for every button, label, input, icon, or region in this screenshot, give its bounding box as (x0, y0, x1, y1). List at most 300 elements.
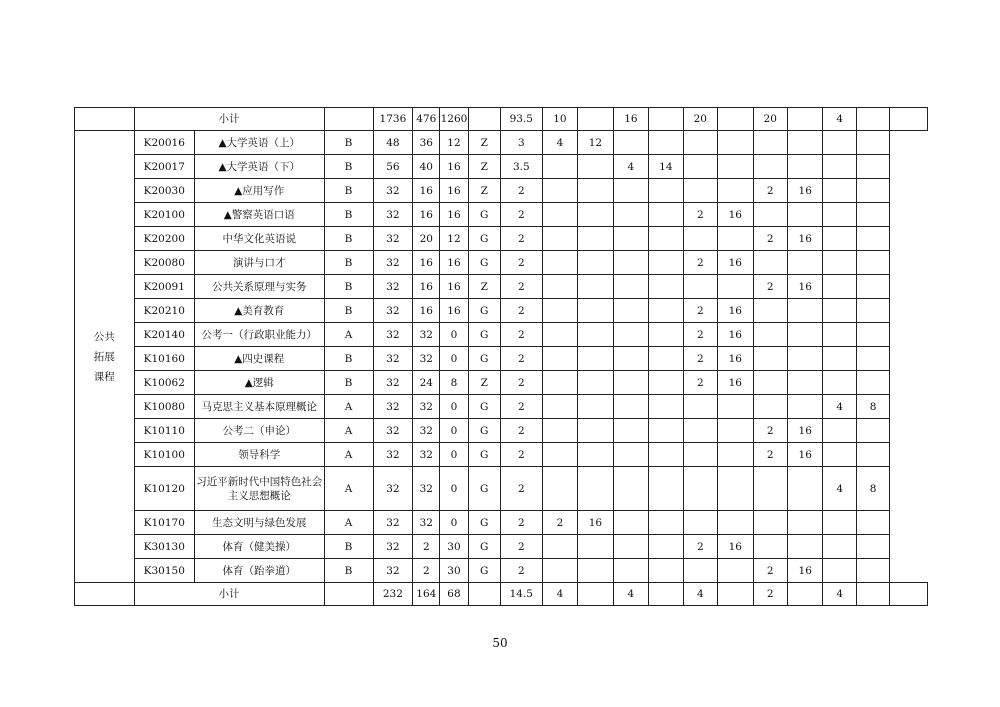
practice-hours: 0 (440, 347, 468, 371)
practice-hours: 0 (440, 511, 468, 535)
semester-value (578, 251, 613, 275)
course-type: B (324, 371, 373, 395)
semester-value (787, 395, 822, 419)
practice-hours: 0 (440, 443, 468, 467)
credits: 2 (500, 443, 542, 467)
credits: 2 (500, 395, 542, 419)
subtotal-value (649, 108, 683, 131)
semester-value (823, 251, 856, 275)
course-name: 演讲与口才 (195, 251, 324, 275)
table-row (75, 323, 928, 347)
credits: 2 (500, 275, 542, 299)
subtotal-value: 4 (823, 108, 856, 131)
semester-value: 2 (542, 511, 577, 535)
course-name: ▲应用写作 (195, 179, 324, 203)
theory-hours: 16 (413, 275, 440, 299)
credits: 3 (500, 131, 542, 155)
semester-value (683, 179, 717, 203)
practice-hours: 30 (440, 559, 468, 583)
subtotal-value: 20 (683, 108, 717, 131)
semester-value (718, 395, 753, 419)
table-row (75, 443, 928, 467)
total-hours: 32 (373, 275, 413, 299)
credits: 2 (500, 419, 542, 443)
course-name: ▲逻辑 (195, 371, 324, 395)
semester-value (649, 511, 683, 535)
semester-value (787, 323, 822, 347)
semester-value (683, 419, 717, 443)
semester-value (856, 323, 889, 347)
theory-hours: 32 (413, 443, 440, 467)
table-row (75, 203, 928, 227)
subtotal-value: 10 (542, 108, 577, 131)
subtotal-value (856, 108, 889, 131)
course-type: B (324, 227, 373, 251)
exam-type: Z (468, 179, 500, 203)
semester-value (718, 419, 753, 443)
subtotal-value (468, 108, 500, 131)
subtotal-value: 4 (683, 583, 717, 606)
total-hours: 32 (373, 323, 413, 347)
semester-value (856, 227, 889, 251)
semester-value (649, 395, 683, 419)
semester-value (578, 155, 613, 179)
semester-value (683, 467, 717, 511)
semester-value (613, 371, 648, 395)
semester-value: 16 (718, 535, 753, 559)
exam-type: G (468, 227, 500, 251)
subtotal-value: 4 (613, 583, 648, 606)
semester-value (787, 131, 822, 155)
semester-value (649, 535, 683, 559)
course-type: B (324, 179, 373, 203)
exam-type: G (468, 443, 500, 467)
semester-value (683, 155, 717, 179)
course-code: K20140 (134, 323, 195, 347)
total-hours: 32 (373, 419, 413, 443)
semester-value (542, 467, 577, 511)
semester-value: 16 (787, 227, 822, 251)
semester-value (856, 275, 889, 299)
semester-value (856, 419, 889, 443)
semester-value (542, 371, 577, 395)
exam-type: G (468, 559, 500, 583)
semester-value (718, 155, 753, 179)
semester-value (683, 511, 717, 535)
theory-hours: 40 (413, 155, 440, 179)
semester-value (718, 227, 753, 251)
practice-hours: 16 (440, 251, 468, 275)
top-subtotal-row (75, 108, 928, 131)
semester-value (823, 535, 856, 559)
theory-hours: 2 (413, 535, 440, 559)
course-type: B (324, 535, 373, 559)
semester-value (613, 443, 648, 467)
practice-hours: 8 (440, 371, 468, 395)
semester-value (578, 275, 613, 299)
course-type: A (324, 419, 373, 443)
total-hours: 32 (373, 443, 413, 467)
subtotal-value (718, 108, 753, 131)
course-type: A (324, 395, 373, 419)
subtotal-value: 476 (413, 108, 440, 131)
exam-type: G (468, 511, 500, 535)
assessment-cell-empty (324, 583, 373, 606)
semester-value (649, 179, 683, 203)
semester-value: 16 (787, 275, 822, 299)
semester-value: 16 (718, 371, 753, 395)
semester-value (787, 371, 822, 395)
course-code: K30130 (134, 535, 195, 559)
course-name: 公考二（申论） (195, 419, 324, 443)
semester-value: 2 (753, 419, 787, 443)
semester-value (578, 179, 613, 203)
semester-value (787, 347, 822, 371)
table-row (75, 131, 928, 155)
total-hours: 32 (373, 227, 413, 251)
semester-value (823, 275, 856, 299)
subtotal-value (890, 583, 928, 606)
semester-value (823, 347, 856, 371)
credits: 2 (500, 179, 542, 203)
category-label-line: 公共 (93, 330, 115, 343)
semester-value (613, 299, 648, 323)
theory-hours: 32 (413, 347, 440, 371)
semester-value: 12 (578, 131, 613, 155)
course-code: K10110 (134, 419, 195, 443)
semester-value (753, 131, 787, 155)
semester-value (578, 203, 613, 227)
course-type: B (324, 559, 373, 583)
semester-value (856, 131, 889, 155)
course-name: 领导科学 (195, 443, 324, 467)
semester-value (578, 467, 613, 511)
semester-value (683, 443, 717, 467)
semester-value (753, 155, 787, 179)
semester-value (542, 155, 577, 179)
course-type: B (324, 203, 373, 227)
semester-value (649, 467, 683, 511)
credits: 2 (500, 347, 542, 371)
semester-value: 2 (753, 275, 787, 299)
course-name: 生态文明与绿色发展 (195, 511, 324, 535)
table-row (75, 511, 928, 535)
course-name: 公考一（行政职业能力） (195, 323, 324, 347)
theory-hours: 24 (413, 371, 440, 395)
semester-value (856, 299, 889, 323)
credits: 2 (500, 371, 542, 395)
exam-type: Z (468, 275, 500, 299)
semester-value (823, 131, 856, 155)
total-hours: 32 (373, 251, 413, 275)
course-type: A (324, 511, 373, 535)
category-label-line: 课程 (93, 370, 115, 383)
subtotal-label: 小计 (134, 583, 324, 606)
semester-value (823, 203, 856, 227)
semester-value: 2 (683, 323, 717, 347)
semester-value (613, 467, 648, 511)
semester-value (649, 419, 683, 443)
semester-value: 16 (787, 179, 822, 203)
semester-value (856, 203, 889, 227)
semester-value (578, 443, 613, 467)
exam-type: G (468, 299, 500, 323)
credits: 2 (500, 227, 542, 251)
semester-value (753, 203, 787, 227)
semester-value: 16 (578, 511, 613, 535)
semester-value (542, 535, 577, 559)
semester-value: 2 (753, 179, 787, 203)
subtotal-value: 1736 (373, 108, 413, 131)
semester-value (613, 395, 648, 419)
semester-value (856, 179, 889, 203)
credits: 2 (500, 535, 542, 559)
theory-hours: 32 (413, 395, 440, 419)
semester-value (613, 323, 648, 347)
semester-value (613, 419, 648, 443)
semester-value (787, 535, 822, 559)
semester-value (718, 275, 753, 299)
semester-value (787, 467, 822, 511)
semester-value (753, 299, 787, 323)
practice-hours: 0 (440, 395, 468, 419)
total-hours: 32 (373, 535, 413, 559)
semester-value (787, 155, 822, 179)
semester-value (649, 347, 683, 371)
semester-value: 2 (683, 203, 717, 227)
subtotal-value (718, 583, 753, 606)
subtotal-value: 16 (613, 108, 648, 131)
semester-value: 2 (753, 559, 787, 583)
exam-type: G (468, 203, 500, 227)
subtotal-value: 4 (542, 583, 577, 606)
course-type: B (324, 155, 373, 179)
semester-value (753, 251, 787, 275)
table-row (75, 419, 928, 443)
category-cell (75, 131, 135, 583)
course-name: 公共关系原理与实务 (195, 275, 324, 299)
semester-value (613, 559, 648, 583)
credits: 2 (500, 299, 542, 323)
theory-hours: 16 (413, 179, 440, 203)
semester-value (542, 323, 577, 347)
semester-value (823, 371, 856, 395)
theory-hours: 36 (413, 131, 440, 155)
semester-value: 16 (718, 347, 753, 371)
semester-value (787, 299, 822, 323)
semester-value: 14 (649, 155, 683, 179)
course-name: ▲大学英语（下） (195, 155, 324, 179)
course-code: K20016 (134, 131, 195, 155)
total-hours: 32 (373, 511, 413, 535)
course-code: K20200 (134, 227, 195, 251)
semester-value (542, 203, 577, 227)
semester-value: 16 (718, 251, 753, 275)
table-row (75, 559, 928, 583)
semester-value (613, 179, 648, 203)
exam-type: G (468, 347, 500, 371)
semester-value (649, 299, 683, 323)
practice-hours: 0 (440, 419, 468, 443)
practice-hours: 0 (440, 323, 468, 347)
table-row (75, 467, 928, 511)
theory-hours: 16 (413, 299, 440, 323)
course-code: K10120 (134, 467, 195, 511)
semester-value (823, 299, 856, 323)
subtotal-label: 小计 (134, 108, 324, 131)
course-name: ▲美育教育 (195, 299, 324, 323)
semester-value: 16 (787, 443, 822, 467)
course-type: B (324, 347, 373, 371)
table-row (75, 347, 928, 371)
semester-value (823, 419, 856, 443)
table-row (75, 275, 928, 299)
semester-value (856, 535, 889, 559)
semester-value (649, 251, 683, 275)
exam-type: Z (468, 371, 500, 395)
subtotal-value (468, 583, 500, 606)
semester-value (683, 559, 717, 583)
semester-value (718, 443, 753, 467)
semester-value (823, 443, 856, 467)
semester-value (823, 323, 856, 347)
semester-value (578, 227, 613, 251)
table-row (75, 251, 928, 275)
semester-value (718, 131, 753, 155)
table-row (75, 299, 928, 323)
practice-hours: 0 (440, 467, 468, 511)
course-type: B (324, 131, 373, 155)
total-hours: 32 (373, 347, 413, 371)
theory-hours: 20 (413, 227, 440, 251)
semester-value (542, 559, 577, 583)
course-code: K20210 (134, 299, 195, 323)
subtotal-value (649, 583, 683, 606)
table-row (75, 179, 928, 203)
subtotal-value: 164 (413, 583, 440, 606)
semester-value (856, 559, 889, 583)
table-row (75, 535, 928, 559)
semester-value (542, 347, 577, 371)
semester-value (683, 131, 717, 155)
semester-value (542, 299, 577, 323)
theory-hours: 16 (413, 251, 440, 275)
practice-hours: 12 (440, 227, 468, 251)
semester-value (649, 443, 683, 467)
course-name: ▲大学英语（上） (195, 131, 324, 155)
total-hours: 32 (373, 299, 413, 323)
exam-type: G (468, 251, 500, 275)
exam-type: Z (468, 155, 500, 179)
course-code: K20100 (134, 203, 195, 227)
theory-hours: 2 (413, 559, 440, 583)
semester-value (787, 251, 822, 275)
subtotal-value: 68 (440, 583, 468, 606)
subtotal-value (578, 108, 613, 131)
semester-value: 2 (683, 299, 717, 323)
credits: 2 (500, 511, 542, 535)
semester-value: 16 (718, 203, 753, 227)
course-code: K10062 (134, 371, 195, 395)
assessment-cell-empty (324, 108, 373, 131)
semester-value (542, 227, 577, 251)
course-type: B (324, 251, 373, 275)
total-hours: 32 (373, 179, 413, 203)
semester-value (542, 443, 577, 467)
credits: 2 (500, 559, 542, 583)
semester-value (753, 347, 787, 371)
course-code: K20030 (134, 179, 195, 203)
semester-value (578, 559, 613, 583)
exam-type: G (468, 323, 500, 347)
semester-value (823, 227, 856, 251)
category-cell-empty (75, 583, 135, 606)
semester-value: 2 (683, 535, 717, 559)
practice-hours: 12 (440, 131, 468, 155)
semester-value (542, 419, 577, 443)
practice-hours: 16 (440, 299, 468, 323)
semester-value (683, 395, 717, 419)
credits: 2 (500, 251, 542, 275)
semester-value (649, 559, 683, 583)
total-hours: 32 (373, 395, 413, 419)
page-number: 50 (492, 636, 508, 650)
subtotal-value: 4 (823, 583, 856, 606)
credits: 2 (500, 323, 542, 347)
course-name: ▲四史课程 (195, 347, 324, 371)
course-type: B (324, 275, 373, 299)
semester-value (613, 535, 648, 559)
practice-hours: 16 (440, 275, 468, 299)
exam-type: G (468, 467, 500, 511)
semester-value (613, 227, 648, 251)
semester-value (856, 371, 889, 395)
semester-value (753, 467, 787, 511)
exam-type: G (468, 395, 500, 419)
total-hours: 32 (373, 467, 413, 511)
course-code: K10160 (134, 347, 195, 371)
table-row (75, 155, 928, 179)
course-type: A (324, 443, 373, 467)
semester-value: 4 (613, 155, 648, 179)
category-cell-empty (75, 108, 135, 131)
course-name: 体育（健美操） (195, 535, 324, 559)
semester-value: 8 (856, 395, 889, 419)
semester-value (856, 347, 889, 371)
semester-value (578, 299, 613, 323)
semester-value: 8 (856, 467, 889, 511)
semester-value: 2 (753, 227, 787, 251)
practice-hours: 16 (440, 155, 468, 179)
subtotal-value (787, 108, 822, 131)
semester-value (578, 395, 613, 419)
semester-value (649, 203, 683, 227)
total-hours: 32 (373, 559, 413, 583)
semester-value (578, 347, 613, 371)
course-type: A (324, 467, 373, 511)
subtotal-value (890, 108, 928, 131)
course-code: K20091 (134, 275, 195, 299)
semester-value (856, 155, 889, 179)
semester-value (613, 511, 648, 535)
semester-value (823, 511, 856, 535)
semester-value: 4 (823, 467, 856, 511)
course-name: 习近平新时代中国特色社会主义思想概论 (195, 467, 324, 511)
semester-value (578, 419, 613, 443)
subtotal-value: 232 (373, 583, 413, 606)
semester-value: 4 (823, 395, 856, 419)
subtotal-value (787, 583, 822, 606)
